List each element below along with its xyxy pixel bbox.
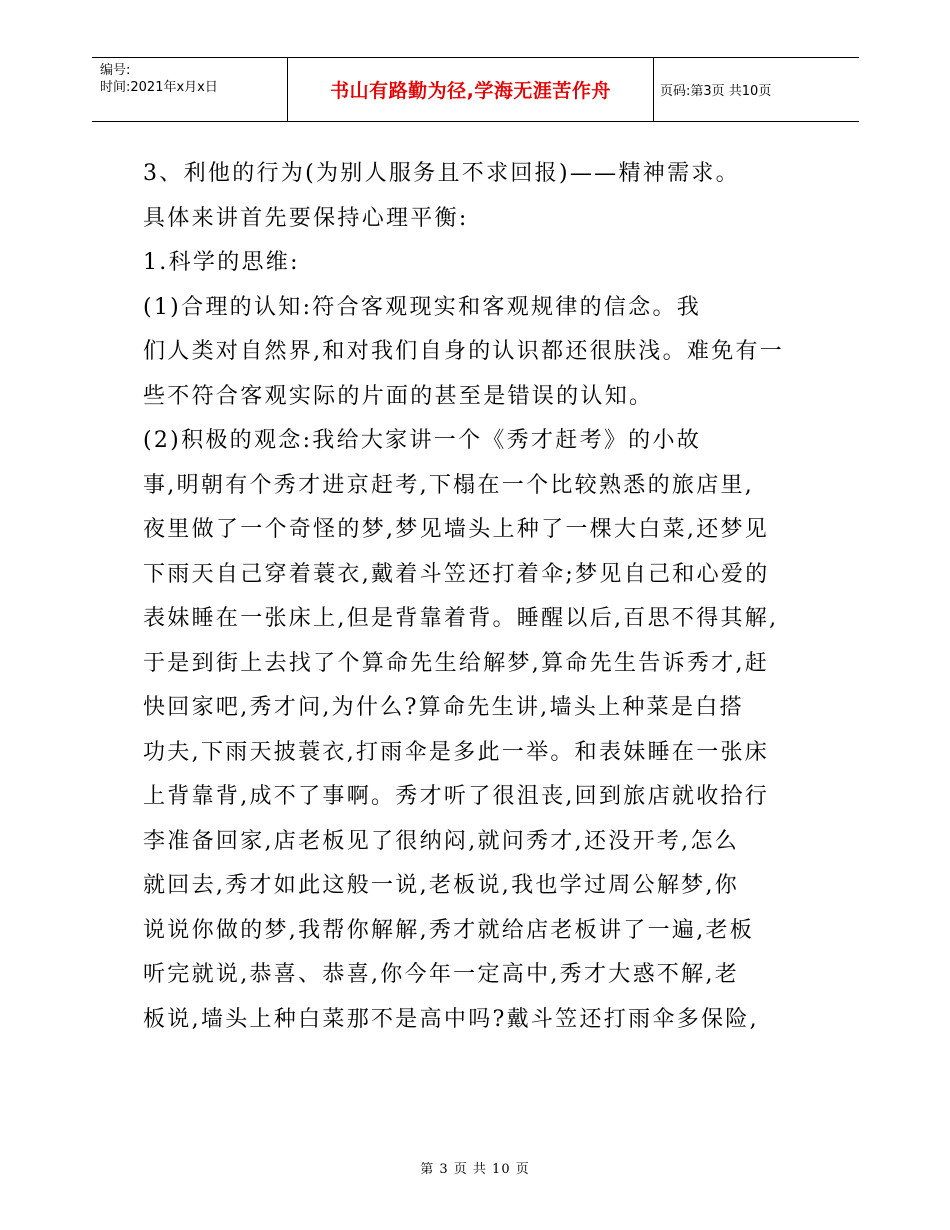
text-line: 李准备回家,店老板见了很纳闷,就问秀才,还没开考,怎么 xyxy=(143,828,740,854)
page-footer: 第 3 页 共 10 页 xyxy=(420,1162,530,1177)
text-line: 3、利他的行为(为别人服务且不求回报)——精神需求。 xyxy=(143,161,740,186)
text-line: 就回去,秀才如此这般一说,老板说,我也学过周公解梦,你 xyxy=(143,873,740,898)
text-line: 具体来讲首先要保持心理平衡: xyxy=(143,205,469,231)
document-body xyxy=(143,152,819,1042)
header-page-info: 页码:第3页 共10页 xyxy=(660,84,772,99)
time-label: 时间:2021年x月x日 xyxy=(100,80,218,95)
text-line: 功夫,下雨天披蓑衣,打雨伞是多此一举。和表妹睡在一张床 xyxy=(143,739,770,765)
header-meta xyxy=(100,62,218,96)
text-line: 于是到街上去找了个算命先生给解梦,算命先生告诉秀才,赶 xyxy=(143,650,770,676)
text-line: 听完就说,恭喜、恭喜,你今年一定高中,秀才大惑不解,老 xyxy=(143,962,740,987)
text-line: 们人类对自然界,和对我们自身的认识都还很肤浅。难免有一 xyxy=(143,339,785,364)
text-line: 上背靠背,成不了事啊。秀才听了很沮丧,回到旅店就收拾行 xyxy=(143,784,770,809)
text-line: 说说你做的梦,我帮你解解,秀才就给店老板讲了一遍,老板 xyxy=(143,917,755,943)
text-line: 事,明朝有个秀才进京赶考,下榻在一个比较熟悉的旅店里, xyxy=(143,472,755,498)
text-line: 快回家吧,秀才问,为什么?算命先生讲,墙头上种菜是白搭 xyxy=(143,695,744,720)
text-line: 些不符合客观实际的片面的甚至是错误的认知。 xyxy=(143,383,654,409)
text-line: (1)合理的认知:符合客观现实和客观规律的信念。我 xyxy=(143,294,702,320)
text-line: 表妹睡在一张床上,但是背靠着背。睡醒以后,百思不得其解, xyxy=(143,606,779,631)
page-header xyxy=(92,57,859,122)
serial-label: 编号: xyxy=(100,63,131,78)
text-line: (2)积极的观念:我给大家讲一个《秀才赶考》的小故 xyxy=(143,428,702,453)
text-line: 夜里做了一个奇怪的梦,梦见墙头上种了一棵大白菜,还梦见 xyxy=(143,517,770,542)
header-motto: 书山有路勤为径,学海无涯苦作舟 xyxy=(287,58,654,121)
text-line: 1.科学的思维: xyxy=(143,250,300,275)
text-line: 板说,墙头上种白菜那不是高中吗?戴斗笠还打雨伞多保险, xyxy=(143,1006,759,1032)
text-line: 下雨天自己穿着蓑衣,戴着斗笠还打着伞;梦见自己和心爱的 xyxy=(143,561,770,587)
